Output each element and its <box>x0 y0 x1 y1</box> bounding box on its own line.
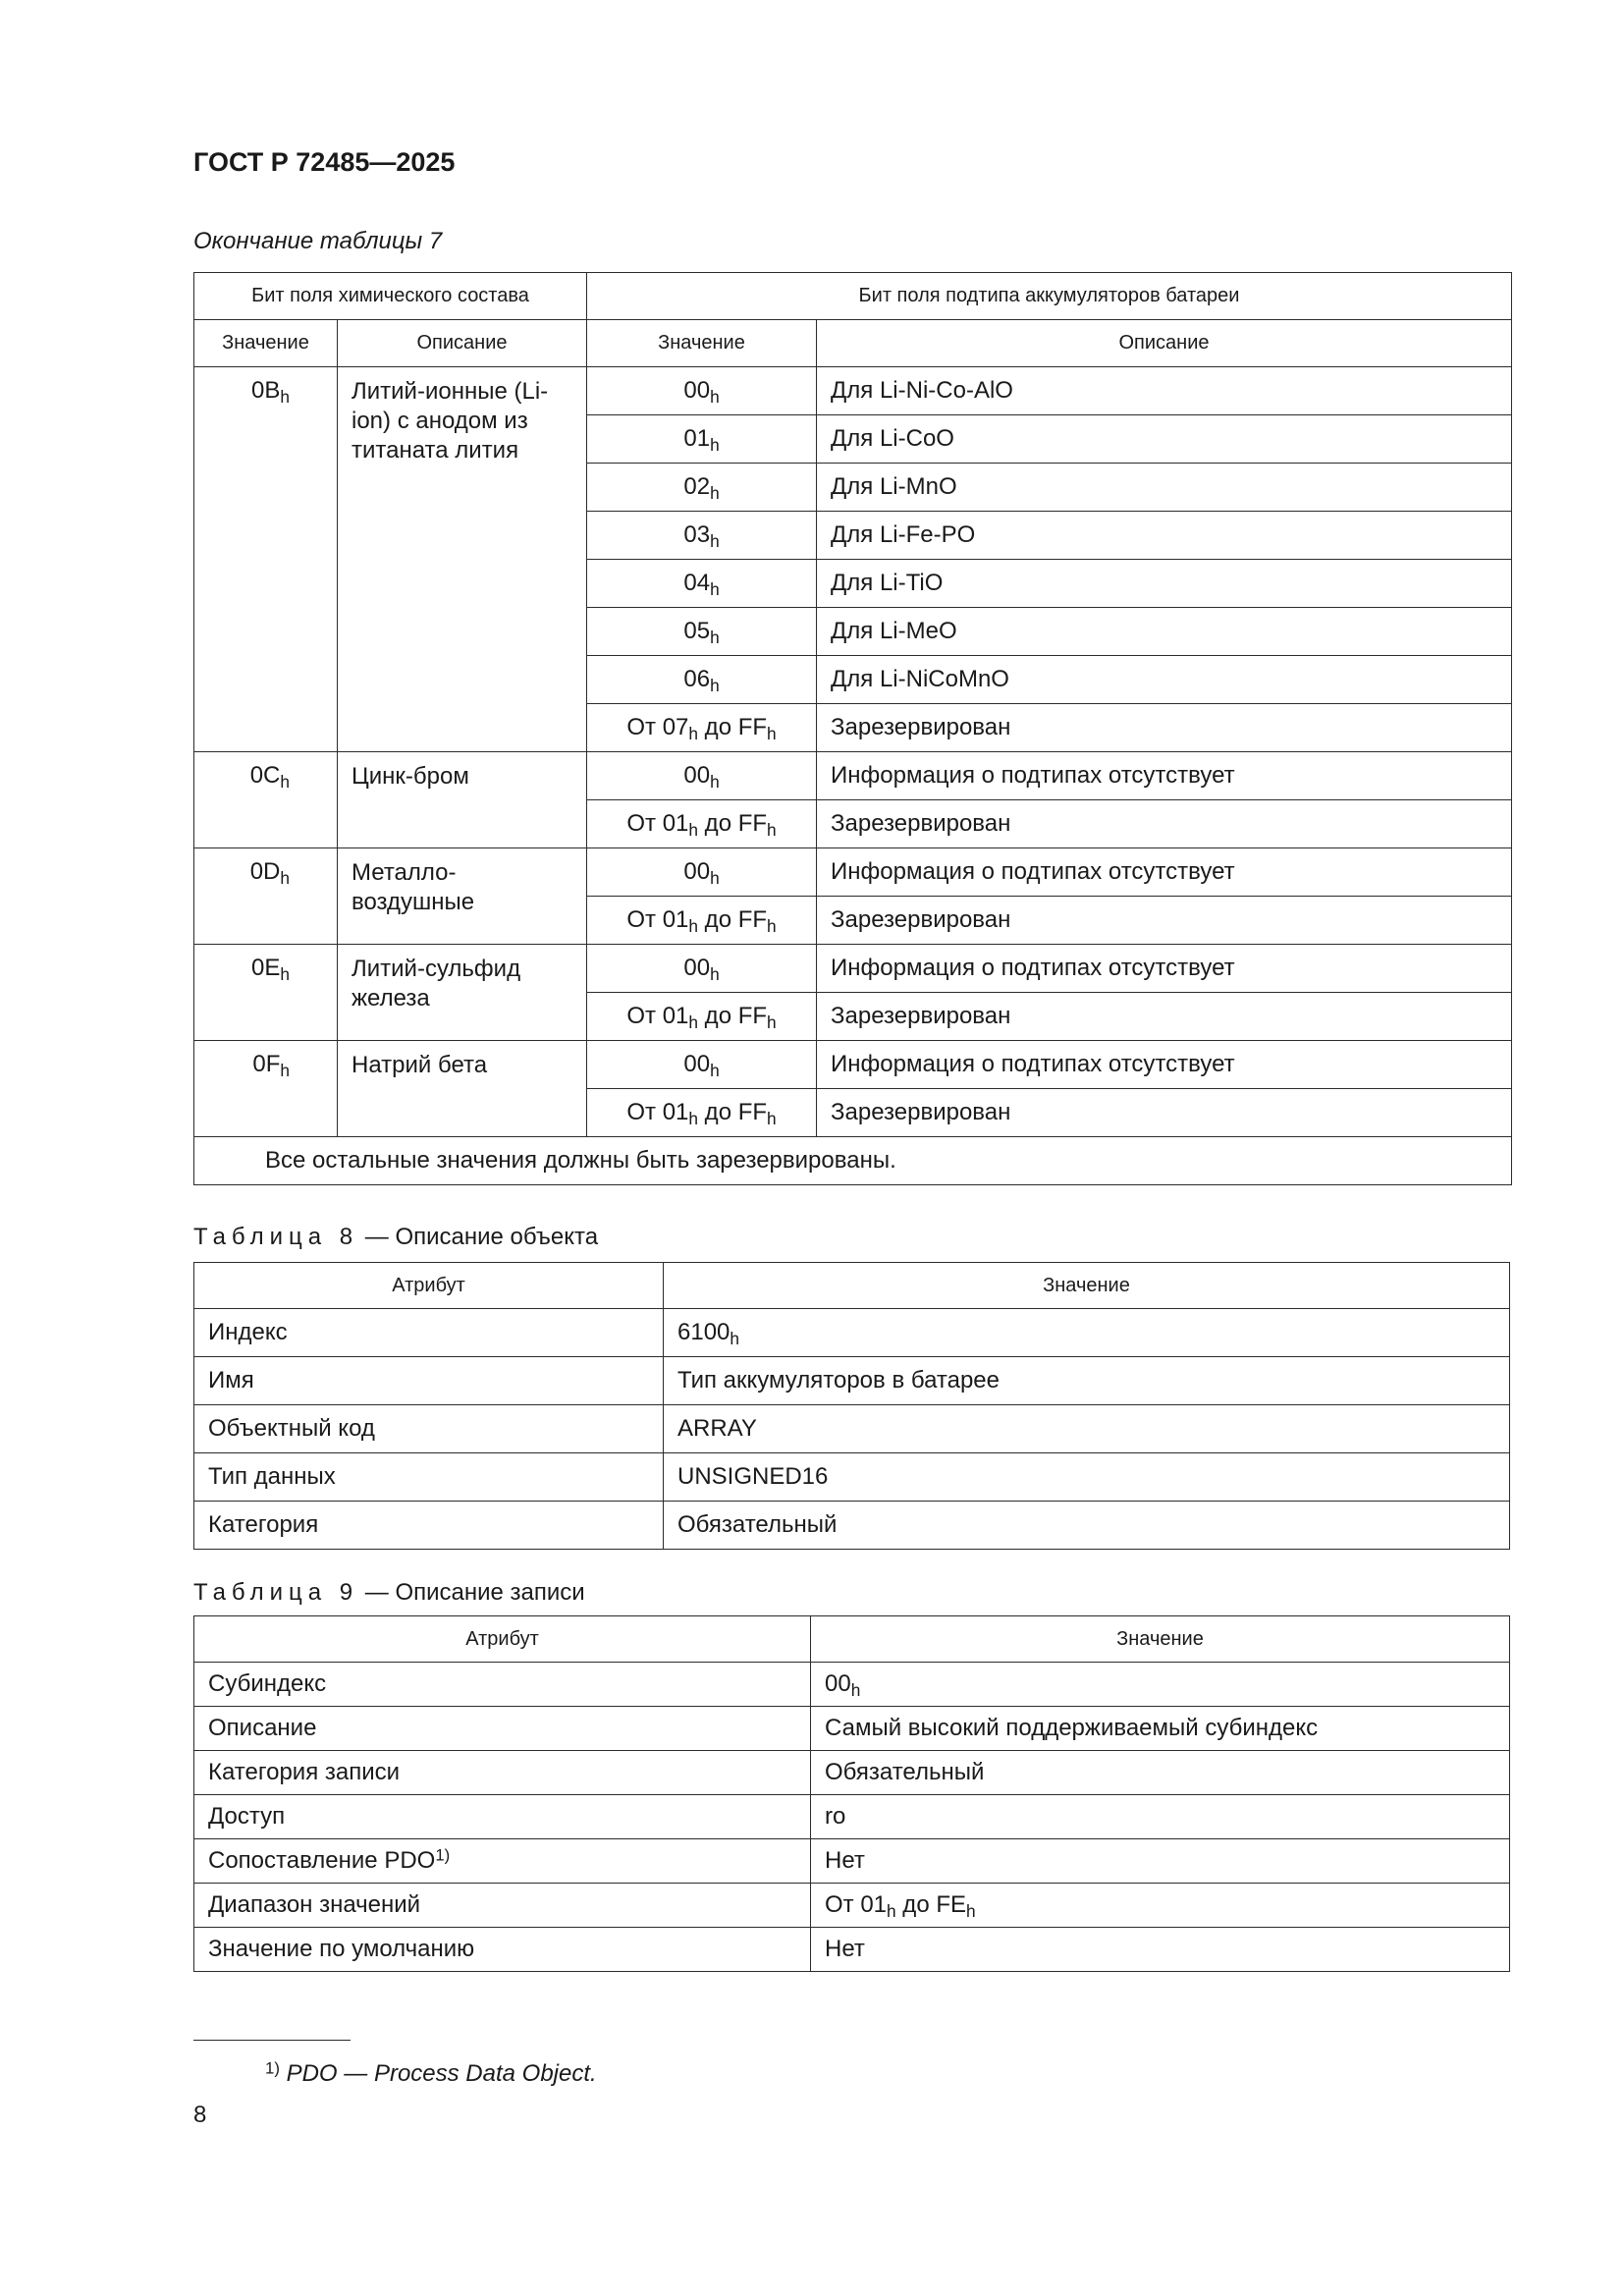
attribute-text: Значение по умолчанию <box>208 1936 475 1962</box>
value-text: ARRAY <box>677 1415 757 1442</box>
table-row <box>194 1041 1512 1089</box>
value-text: От 07 <box>626 714 689 740</box>
attribute-cell <box>194 1502 664 1550</box>
value-text: От 01 <box>626 1003 689 1029</box>
hex-suffix: h <box>688 1108 699 1128</box>
col-header-subtype-description: Описание <box>817 320 1512 367</box>
subtype-description: Зарезервирован <box>817 1089 1512 1137</box>
subtype-value <box>587 512 817 560</box>
value-text: От 01 <box>825 1891 888 1918</box>
hex-suffix: h <box>688 819 699 840</box>
value-cell <box>664 1357 1510 1405</box>
value-cell <box>664 1453 1510 1502</box>
chemistry-value <box>194 1041 338 1137</box>
page-number: 8 <box>193 2102 207 2128</box>
hex-suffix: h <box>710 482 720 503</box>
value-text: ro <box>825 1803 846 1830</box>
attribute-cell <box>194 1357 664 1405</box>
table9-caption-title: — Описание записи <box>358 1579 585 1606</box>
attribute-text: Категория <box>208 1511 319 1538</box>
table-row <box>194 1502 1510 1550</box>
subtype-description: Для Li-TiO <box>817 560 1512 608</box>
subtype-value <box>587 945 817 993</box>
value-text: UNSIGNED16 <box>677 1463 829 1490</box>
footnote <box>265 2060 597 2088</box>
chemistry-code: 0E <box>251 955 281 981</box>
hex-suffix: h <box>688 1011 699 1032</box>
col-header-value: Значение <box>664 1263 1510 1309</box>
attribute-cell <box>194 1751 811 1795</box>
table-row <box>194 1839 1510 1884</box>
group-header-subtype: Бит поля подтипа аккумуляторов батареи <box>587 273 1512 320</box>
hex-suffix: h <box>710 771 720 792</box>
chemistry-value <box>194 945 338 1041</box>
table7-footer: Все остальные значения должны быть зарезервированы. <box>194 1137 1512 1185</box>
value-text-cont: до FF <box>698 714 768 740</box>
table-8 <box>193 1262 1510 1550</box>
col-header-description: Описание <box>338 320 587 367</box>
table-footer-row <box>194 1137 1512 1185</box>
hex-suffix: h <box>710 530 720 551</box>
value-text-cont: до FF <box>698 810 768 837</box>
subtype-value <box>587 1089 817 1137</box>
table-row <box>194 752 1512 800</box>
subtype-value <box>587 560 817 608</box>
value-text: Обязательный <box>825 1759 985 1785</box>
chemistry-description: Литий-сульфид железа <box>338 945 587 1041</box>
attribute-cell <box>194 1928 811 1972</box>
subtype-value <box>587 464 817 512</box>
subtype-value <box>587 415 817 464</box>
hex-suffix: h <box>767 915 777 936</box>
col-header-attribute: Атрибут <box>194 1616 811 1663</box>
col-header-value: Значение <box>194 320 338 367</box>
hex-suffix: h <box>730 1328 739 1348</box>
value-text: От 01 <box>626 906 689 933</box>
hex-suffix: h <box>850 1679 861 1700</box>
hex-suffix: h <box>710 578 720 599</box>
value-text: 03 <box>683 521 711 548</box>
attribute-cell <box>194 1884 811 1928</box>
col-header-value: Значение <box>811 1616 1510 1663</box>
footnote-text: PDO — Process Data Object. <box>286 2060 597 2087</box>
subtype-value <box>587 1041 817 1089</box>
value-cell <box>811 1795 1510 1839</box>
value-text: 05 <box>683 618 711 644</box>
attribute-cell <box>194 1663 811 1707</box>
table-row <box>194 367 1512 415</box>
subtype-description: Зарезервирован <box>817 704 1512 752</box>
hex-suffix: h <box>710 867 720 888</box>
table-row <box>194 1795 1510 1839</box>
value-cell <box>811 1884 1510 1928</box>
hex-suffix: h <box>280 771 290 792</box>
value-text: 00 <box>683 377 711 404</box>
table7-body <box>194 367 1512 1185</box>
value-text: Обязательный <box>677 1511 838 1538</box>
value-cell <box>811 1928 1510 1972</box>
subtype-value <box>587 848 817 897</box>
attribute-text: Описание <box>208 1715 317 1741</box>
value-text-cont: до FF <box>698 1003 768 1029</box>
footnote-divider <box>193 2040 351 2041</box>
chemistry-value <box>194 367 338 752</box>
subtype-value <box>587 993 817 1041</box>
value-cell <box>811 1839 1510 1884</box>
subtype-value <box>587 800 817 848</box>
attribute-text: Сопоставление PDO <box>208 1847 436 1874</box>
value-cell <box>664 1309 1510 1357</box>
hex-suffix: h <box>688 915 699 936</box>
subtype-description: Зарезервирован <box>817 993 1512 1041</box>
subtype-description: Для Li-NiCoMnO <box>817 656 1512 704</box>
hex-suffix: h <box>280 1060 290 1080</box>
subtype-description: Для Li-MeO <box>817 608 1512 656</box>
hex-suffix: h <box>280 867 290 888</box>
value-text: Самый высокий поддерживаемый субиндекс <box>825 1715 1319 1741</box>
value-cell <box>664 1502 1510 1550</box>
value-cell <box>811 1663 1510 1707</box>
value-text: От 01 <box>626 810 689 837</box>
table-row <box>194 1928 1510 1972</box>
hex-suffix: h <box>710 1060 720 1080</box>
subtype-description: Зарезервирован <box>817 800 1512 848</box>
value-cell <box>664 1405 1510 1453</box>
hex-suffix: h <box>887 1900 896 1921</box>
attribute-text: Имя <box>208 1367 254 1394</box>
subtype-value <box>587 897 817 945</box>
chemistry-description: Литий-ионные (Li-ion) с анодом из титаната лития <box>338 367 587 752</box>
hex-suffix: h <box>710 675 720 695</box>
value-text: 6100 <box>677 1319 730 1345</box>
value-text: Тип аккумуляторов в батарее <box>677 1367 1000 1394</box>
attribute-text: Тип данных <box>208 1463 336 1490</box>
table-row <box>194 945 1512 993</box>
hex-suffix: h <box>280 386 290 407</box>
table-7 <box>193 272 1512 1185</box>
attribute-cell <box>194 1453 664 1502</box>
subtype-description: Для Li-Ni-Co-AlO <box>817 367 1512 415</box>
hex-suffix: h <box>710 386 720 407</box>
value-text: 01 <box>683 425 711 452</box>
col-header-attribute: Атрибут <box>194 1263 664 1309</box>
value-text: 00 <box>683 1051 711 1077</box>
hex-suffix: h <box>767 1108 777 1128</box>
value-text: 00 <box>683 955 711 981</box>
value-text: 04 <box>683 570 711 596</box>
attribute-cell <box>194 1795 811 1839</box>
table-row <box>194 1884 1510 1928</box>
chemistry-code: 0C <box>249 762 281 789</box>
chemistry-description: Цинк-бром <box>338 752 587 848</box>
chemistry-description: Металло-воздушные <box>338 848 587 945</box>
table8-caption <box>193 1224 598 1251</box>
table-row <box>194 1707 1510 1751</box>
value-text: 02 <box>683 473 711 500</box>
subtype-value <box>587 704 817 752</box>
hex-suffix: h <box>966 1900 976 1921</box>
value-text-cont: до FE <box>895 1891 966 1918</box>
table-row <box>194 1405 1510 1453</box>
table-row <box>194 1751 1510 1795</box>
chemistry-code: 0F <box>252 1051 281 1077</box>
value-text: 00 <box>683 858 711 885</box>
value-text-cont: до FF <box>698 906 768 933</box>
subtype-description: Информация о подтипах отсутствует <box>817 1041 1512 1089</box>
chemistry-description: Натрий бета <box>338 1041 587 1137</box>
subtype-value <box>587 608 817 656</box>
attribute-text: Доступ <box>208 1803 286 1830</box>
subtype-value <box>587 752 817 800</box>
chemistry-value <box>194 848 338 945</box>
table9-body <box>194 1663 1510 1972</box>
hex-suffix: h <box>767 1011 777 1032</box>
value-text-cont: до FF <box>698 1099 768 1125</box>
table-9 <box>193 1615 1510 1972</box>
attribute-cell <box>194 1707 811 1751</box>
value-text: От 01 <box>626 1099 689 1125</box>
table-row <box>194 1357 1510 1405</box>
subtype-description: Для Li-MnO <box>817 464 1512 512</box>
subtype-description: Для Li-CoO <box>817 415 1512 464</box>
hex-suffix: h <box>767 723 777 743</box>
table9-caption <box>193 1579 585 1607</box>
subtype-description: Информация о подтипах отсутствует <box>817 945 1512 993</box>
attribute-text: Категория записи <box>208 1759 401 1785</box>
subtype-value <box>587 367 817 415</box>
table8-body <box>194 1309 1510 1550</box>
col-header-subtype-value: Значение <box>587 320 817 367</box>
value-text: 00 <box>825 1670 851 1697</box>
table8-caption-title: — Описание объекта <box>358 1224 599 1250</box>
hex-suffix: h <box>710 627 720 647</box>
subtype-description: Зарезервирован <box>817 897 1512 945</box>
subtype-description: Информация о подтипах отсутствует <box>817 848 1512 897</box>
footnote-mark: 1) <box>265 2058 280 2078</box>
subtype-description: Для Li-Fe-PO <box>817 512 1512 560</box>
attribute-text: Объектный код <box>208 1415 375 1442</box>
subtype-description: Информация о подтипах отсутствует <box>817 752 1512 800</box>
table-row <box>194 1453 1510 1502</box>
hex-suffix: h <box>710 963 720 984</box>
table-row <box>194 1663 1510 1707</box>
value-text: Нет <box>825 1936 865 1962</box>
table7-caption: Окончание таблицы 7 <box>193 228 443 254</box>
table-row <box>194 1309 1510 1357</box>
chemistry-code: 0B <box>251 377 281 404</box>
document-code: ГОСТ Р 72485—2025 <box>193 147 456 177</box>
footnote-ref: 1) <box>435 1845 451 1865</box>
hex-suffix: h <box>280 963 290 984</box>
attribute-text: Субиндекс <box>208 1670 327 1697</box>
value-text: 06 <box>683 666 711 692</box>
value-cell <box>811 1707 1510 1751</box>
hex-suffix: h <box>767 819 777 840</box>
hex-suffix: h <box>688 723 699 743</box>
table-row <box>194 848 1512 897</box>
group-header-chemistry: Бит поля химического состава <box>194 273 587 320</box>
value-text: 00 <box>683 762 711 789</box>
chemistry-value <box>194 752 338 848</box>
value-text: Нет <box>825 1847 865 1874</box>
hex-suffix: h <box>710 434 720 455</box>
attribute-cell <box>194 1405 664 1453</box>
subtype-value <box>587 656 817 704</box>
table8-caption-label: Таблица 8 <box>193 1224 359 1250</box>
chemistry-code: 0D <box>249 858 281 885</box>
attribute-text: Диапазон значений <box>208 1891 421 1918</box>
attribute-text: Индекс <box>208 1319 288 1345</box>
attribute-cell <box>194 1309 664 1357</box>
value-cell <box>811 1751 1510 1795</box>
attribute-cell <box>194 1839 811 1884</box>
table9-caption-label: Таблица 9 <box>193 1579 359 1606</box>
